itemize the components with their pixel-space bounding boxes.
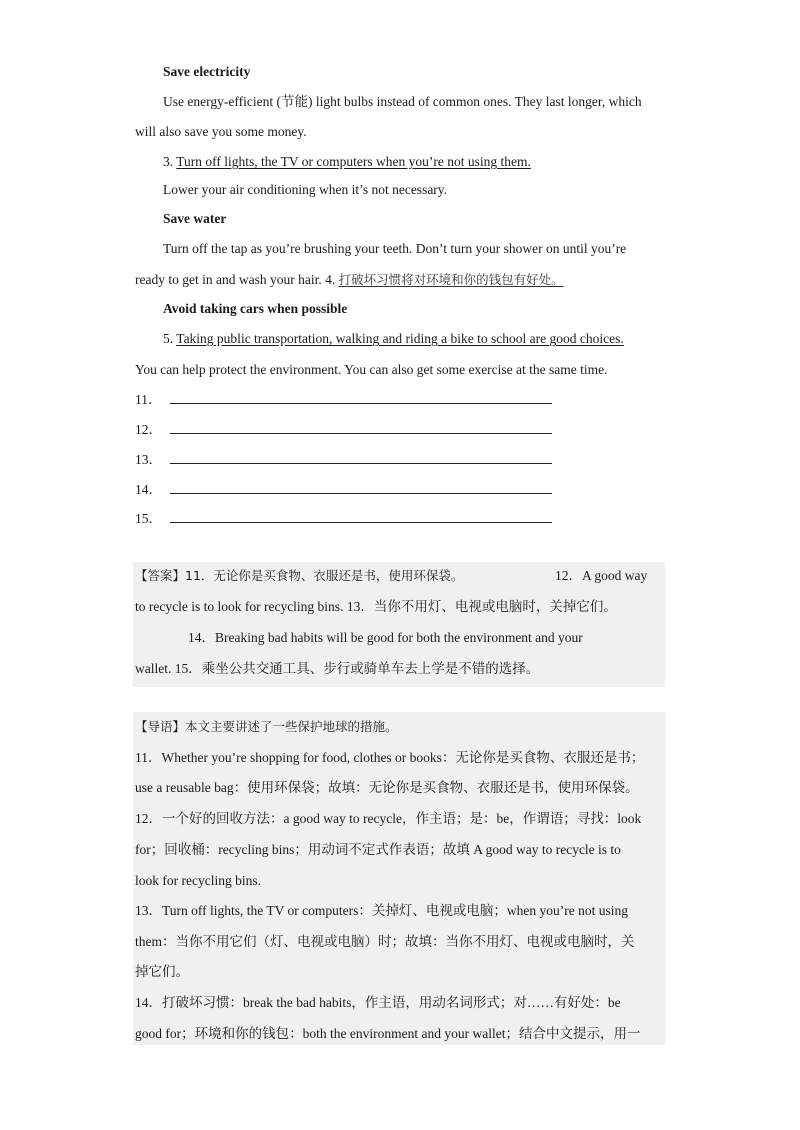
blank-line [170, 510, 552, 523]
explanation-line: look for recycling bins. [135, 873, 261, 888]
paragraph-line: Lower your air conditioning when it’s not necessary. [163, 182, 448, 197]
heading-save-water: Save water [163, 211, 227, 226]
explanation-line: 12．一个好的回收方法：a good way to recycle，作主语；是：be，作谓语；寻找：look [135, 811, 642, 826]
explanation-line: for；回收桶：recycling bins；用动词不定式作表语；故填 A good way to recycle is to [135, 842, 621, 857]
explanation-line: use a reusable bag：使用环保袋；故填：无论你是买食物、衣服还是书，使用环保袋。 [135, 780, 639, 795]
paragraph-line: Use energy-efficient (节能) light bulbs instead of common ones. They last longer, which [163, 94, 642, 109]
guide-title: 【导语】本文主要讲述了一些保护地球的措施。 [135, 719, 398, 734]
answer-line: 12．A good way [555, 568, 648, 583]
explanation-line: 13．Turn off lights, the TV or computers：关掉灯、电视或电脑；when you’re not using [135, 903, 628, 918]
sentence-4-line [135, 271, 564, 289]
blank-14[interactable] [135, 481, 552, 499]
paragraph-line: You can help protect the environment. You can also get some exercise at the same time. [135, 362, 608, 377]
blank-line [170, 481, 552, 494]
answer-line: wallet. 15．乘坐公共交通工具、步行或骑单车去上学是不错的选择。 [135, 661, 540, 676]
blank-number: 14． [135, 482, 162, 497]
blank-number: 13． [135, 452, 162, 467]
answer-line: 14．Breaking bad habits will be good for both the environment and your [188, 630, 583, 645]
paragraph-line: will also save you some money. [135, 124, 307, 139]
sentence-3 [163, 153, 531, 171]
explanation-line: 14．打破坏习惯：break the bad habits，作主语，用动名词形式；对……有好处：be [135, 995, 621, 1010]
paragraph-line: Turn off the tap as you’re brushing your teeth. Don’t turn your shower on until you’re [163, 241, 627, 256]
explanation-line: 掉它们。 [135, 964, 189, 979]
explanation-line: 11．Whether you’re shopping for food, clothes or books：无论你是买食物、衣服还是书； [135, 750, 645, 765]
blank-11[interactable] [135, 391, 552, 409]
blank-number: 15． [135, 511, 162, 526]
sentence-5-number: 5. [163, 331, 174, 346]
sentence-5 [163, 330, 624, 348]
sentence-5-text: Taking public transportation, walking and riding a bike to school are good choices. [176, 331, 624, 346]
blank-15[interactable] [135, 510, 552, 528]
answer-line: 【答案】11．无论你是买食物、衣服还是书，使用环保袋。 [135, 568, 464, 583]
blank-number: 12． [135, 422, 162, 437]
heading-avoid-cars: Avoid taking cars when possible [163, 301, 348, 316]
answer-line: to recycle is to look for recycling bins. 13．当你不用灯、电视或电脑时，关掉它们。 [135, 599, 617, 614]
blank-line [170, 391, 552, 404]
blank-13[interactable] [135, 451, 552, 469]
explanation-line: them：当你不用它们（灯、电视或电脑）时；故填：当你不用灯、电视或电脑时，关 [135, 934, 635, 949]
blank-12[interactable] [135, 421, 552, 439]
heading-save-electricity: Save electricity [163, 64, 251, 79]
blank-line [170, 451, 552, 464]
sentence-4-text: 打破坏习惯将对环境和你的钱包有好处。 [338, 272, 564, 287]
blank-number: 11． [135, 392, 162, 407]
explanation-line: good for；环境和你的钱包：both the environment and your wallet；结合中文提示，用一 [135, 1026, 641, 1041]
blank-line [170, 421, 552, 434]
paragraph-text: ready to get in and wash your hair. 4. [135, 272, 336, 287]
sentence-3-number: 3. [163, 154, 174, 169]
sentence-3-text: Turn off lights, the TV or computers when you’re not using them. [176, 154, 531, 169]
